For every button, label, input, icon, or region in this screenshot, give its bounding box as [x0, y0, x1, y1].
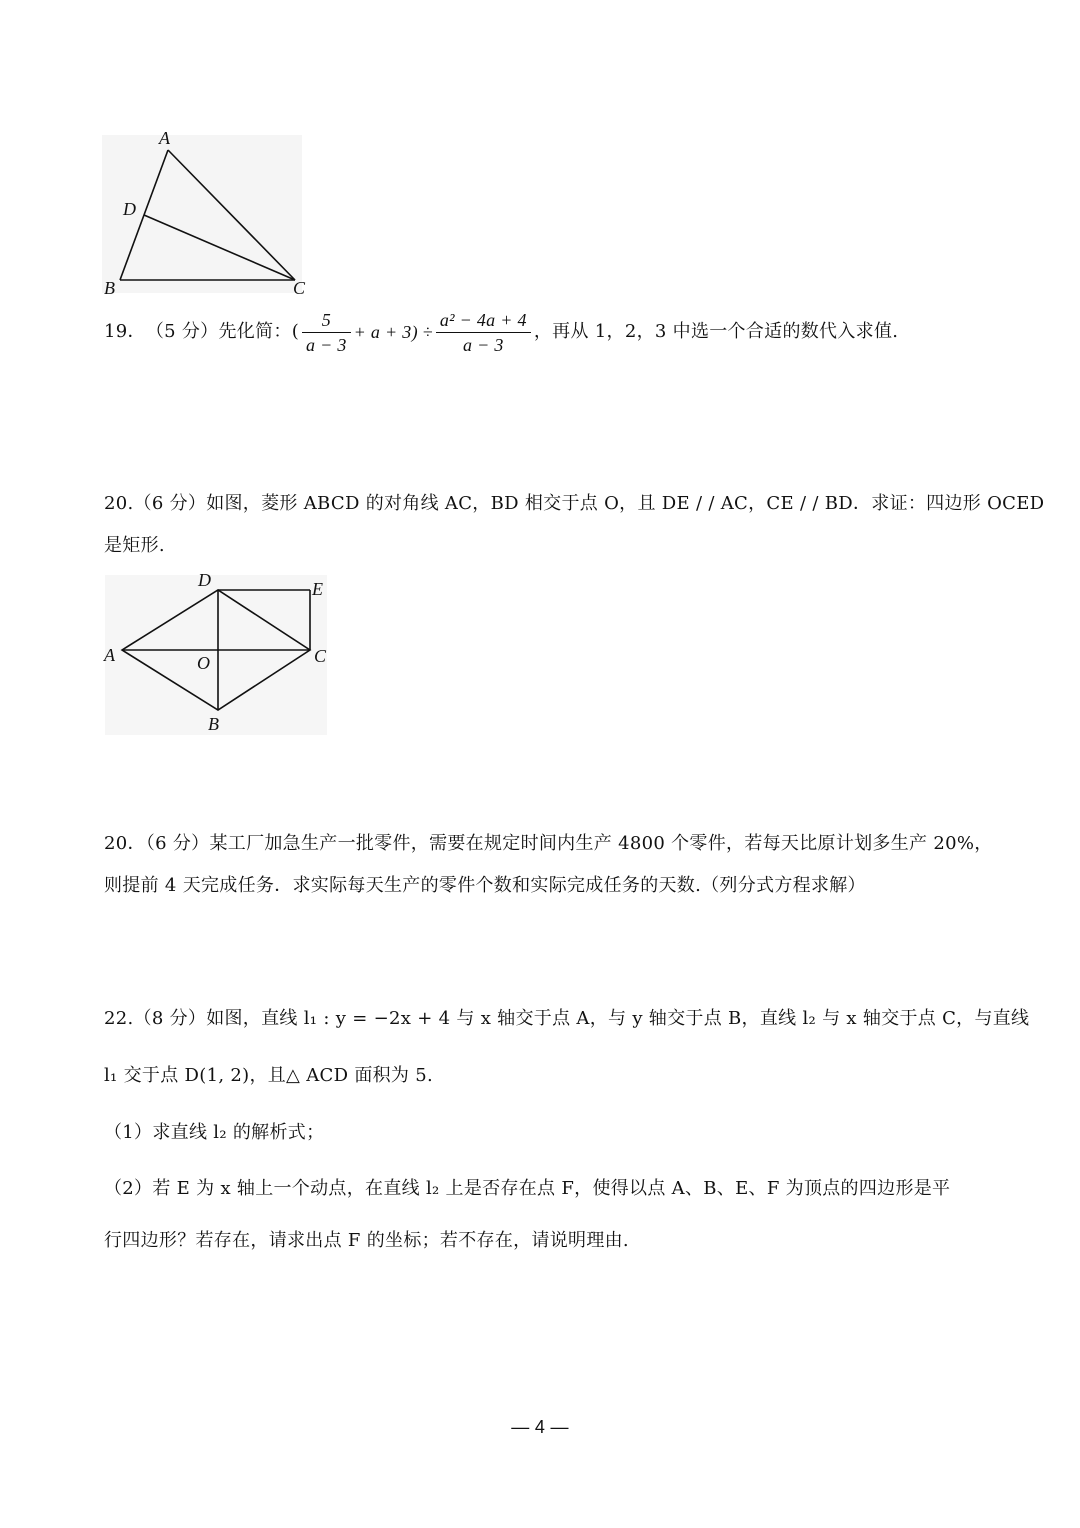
q19-frac1-denominator: a − 3: [306, 334, 347, 355]
q19-middle: + a + 3) ÷: [353, 322, 433, 342]
figure-background: [105, 575, 327, 735]
question-22-part2-line1: （2）若 E 为 x 轴上一个动点，在直线 l₂ 上是否存在点 F，使得以点 A、B、E、F 为顶点的四边形是平: [104, 1178, 951, 1199]
q19-score: （5 分）先化简：: [145, 321, 292, 342]
label-c2: C: [314, 646, 327, 666]
q19-fraction-1: [302, 308, 351, 357]
question-19: [104, 306, 898, 358]
q19-fraction-2: [436, 308, 531, 357]
question-22-part2-line2: 行四边形？若存在，请求出点 F 的坐标；若不存在，请说明理由.: [104, 1230, 629, 1251]
q19-frac1-numerator: 5: [302, 308, 351, 333]
label-a2: A: [104, 645, 115, 665]
figure-triangle: [100, 125, 310, 300]
question-20b-line1: 20．（6 分）某工厂加急生产一批零件，需要在规定时间内生产 4800 个零件，若每天比原计划多生产 20%，: [104, 833, 993, 854]
label-a: A: [159, 128, 170, 148]
figure-rhombus: [100, 565, 335, 740]
label-b: B: [104, 278, 115, 298]
label-o: O: [197, 653, 210, 673]
question-22-line1: 22.（8 分）如图，直线 l₁ : y = −2x + 4 与 x 轴交于点 A，与 y 轴交于点 B，直线 l₂ 与 x 轴交于点 C，与直线: [104, 1008, 1030, 1029]
label-d: D: [123, 199, 136, 219]
q19-open-paren: (: [291, 321, 300, 342]
label-e: E: [312, 579, 323, 599]
label-d2: D: [198, 570, 211, 590]
question-20-line1: 20.（6 分）如图，菱形 ABCD 的对角线 AC，BD 相交于点 O，且 DE / / AC，CE / / BD．求证：四边形 OCED: [104, 493, 1045, 514]
question-22-part1: （1）求直线 l₂ 的解析式；: [104, 1122, 325, 1143]
q19-tail: ，再从 1，2，3 中选一个合适的数代入求值.: [533, 321, 899, 342]
question-22-line2: l₁ 交于点 D(1, 2)，且△ ACD 面积为 5.: [104, 1065, 434, 1086]
q19-frac2-denominator: a − 3: [463, 334, 504, 355]
q19-number: 19．: [104, 321, 146, 342]
question-20-line2: 是矩形.: [104, 535, 165, 556]
question-20b-line2: 则提前 4 天完成任务．求实际每天生产的零件个数和实际完成任务的天数.（列分式方程求解）: [104, 875, 866, 896]
label-c: C: [293, 278, 306, 298]
q19-frac2-numerator: a² − 4a + 4: [436, 308, 531, 333]
page-number: — 4 —: [511, 1417, 569, 1437]
label-b2: B: [208, 714, 219, 734]
